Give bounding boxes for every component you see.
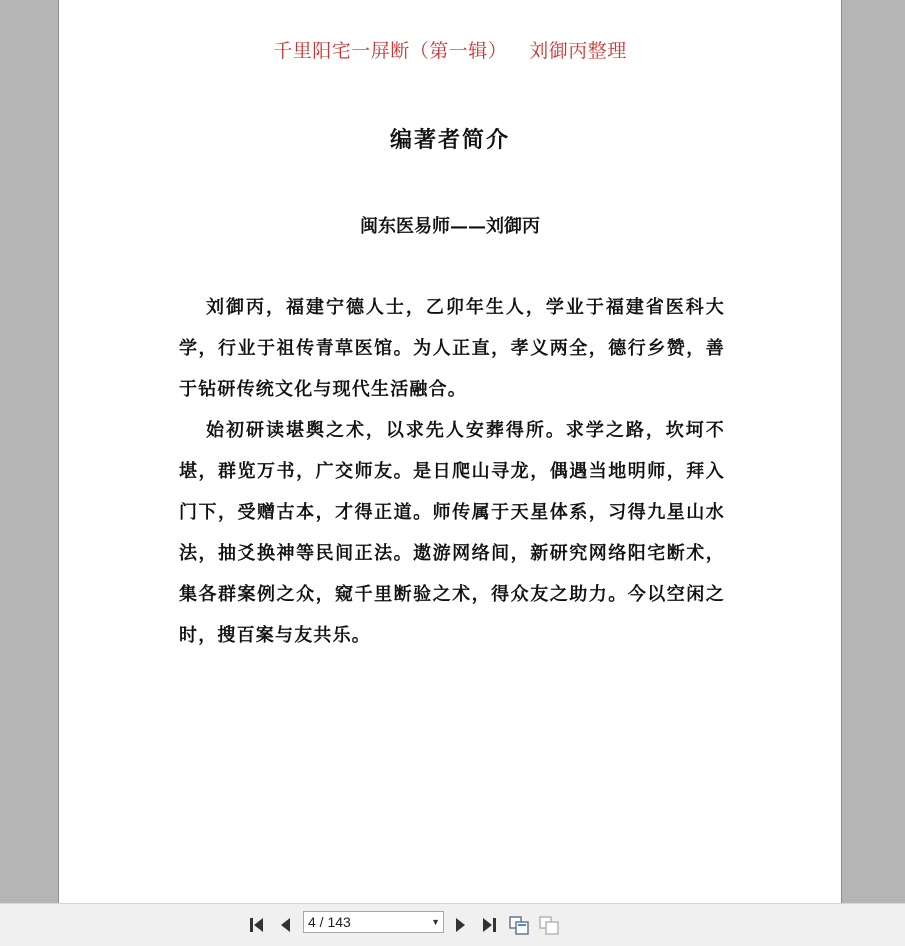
- page-number-select[interactable]: [303, 911, 444, 933]
- paragraph: 始初研读堪舆之术，以求先人安葬得所。求学之路，坎坷不堪，群览万书，广交师友。是日爬山寻龙，偶遇当地明师，拜入门下，受赠古本，才得正道。师传属于天星体系，习得九星山水法，抽爻换神等民间正法。遨游网络间，新研究网络阳宅断术，集各群案例之众，窥千里断验之术，得众友之助力。今以空闲之时，搜百案与友共乐。: [179, 420, 725, 646]
- fit-page-icon[interactable]: [507, 913, 531, 937]
- header-author: 刘御丙整理: [529, 40, 627, 62]
- body-text: [179, 287, 725, 656]
- page-title: 编著者简介: [389, 127, 510, 153]
- next-page-icon[interactable]: [448, 913, 472, 937]
- document-page: [58, 0, 842, 903]
- header-book-title: 千里阳宅一屏断（第一辑）: [273, 40, 508, 62]
- running-header: [59, 36, 841, 63]
- paragraph: 刘御丙，福建宁德人士，乙卯年生人，学业于福建省医科大学，行业于祖传青草医馆。为人正直，孝义两全，德行乡赞，善于钻研传统文化与现代生活融合。: [179, 297, 725, 400]
- navigation-toolbar: [0, 903, 905, 946]
- fit-width-icon[interactable]: [537, 913, 561, 937]
- previous-page-icon[interactable]: [274, 913, 298, 937]
- page-subtitle: 闽东医易师——刘御丙: [360, 216, 540, 237]
- last-page-icon[interactable]: [477, 913, 501, 937]
- first-page-icon[interactable]: [245, 913, 269, 937]
- page-indicator: 4 / 143: [308, 914, 351, 930]
- chevron-down-icon: ▼: [431, 917, 440, 927]
